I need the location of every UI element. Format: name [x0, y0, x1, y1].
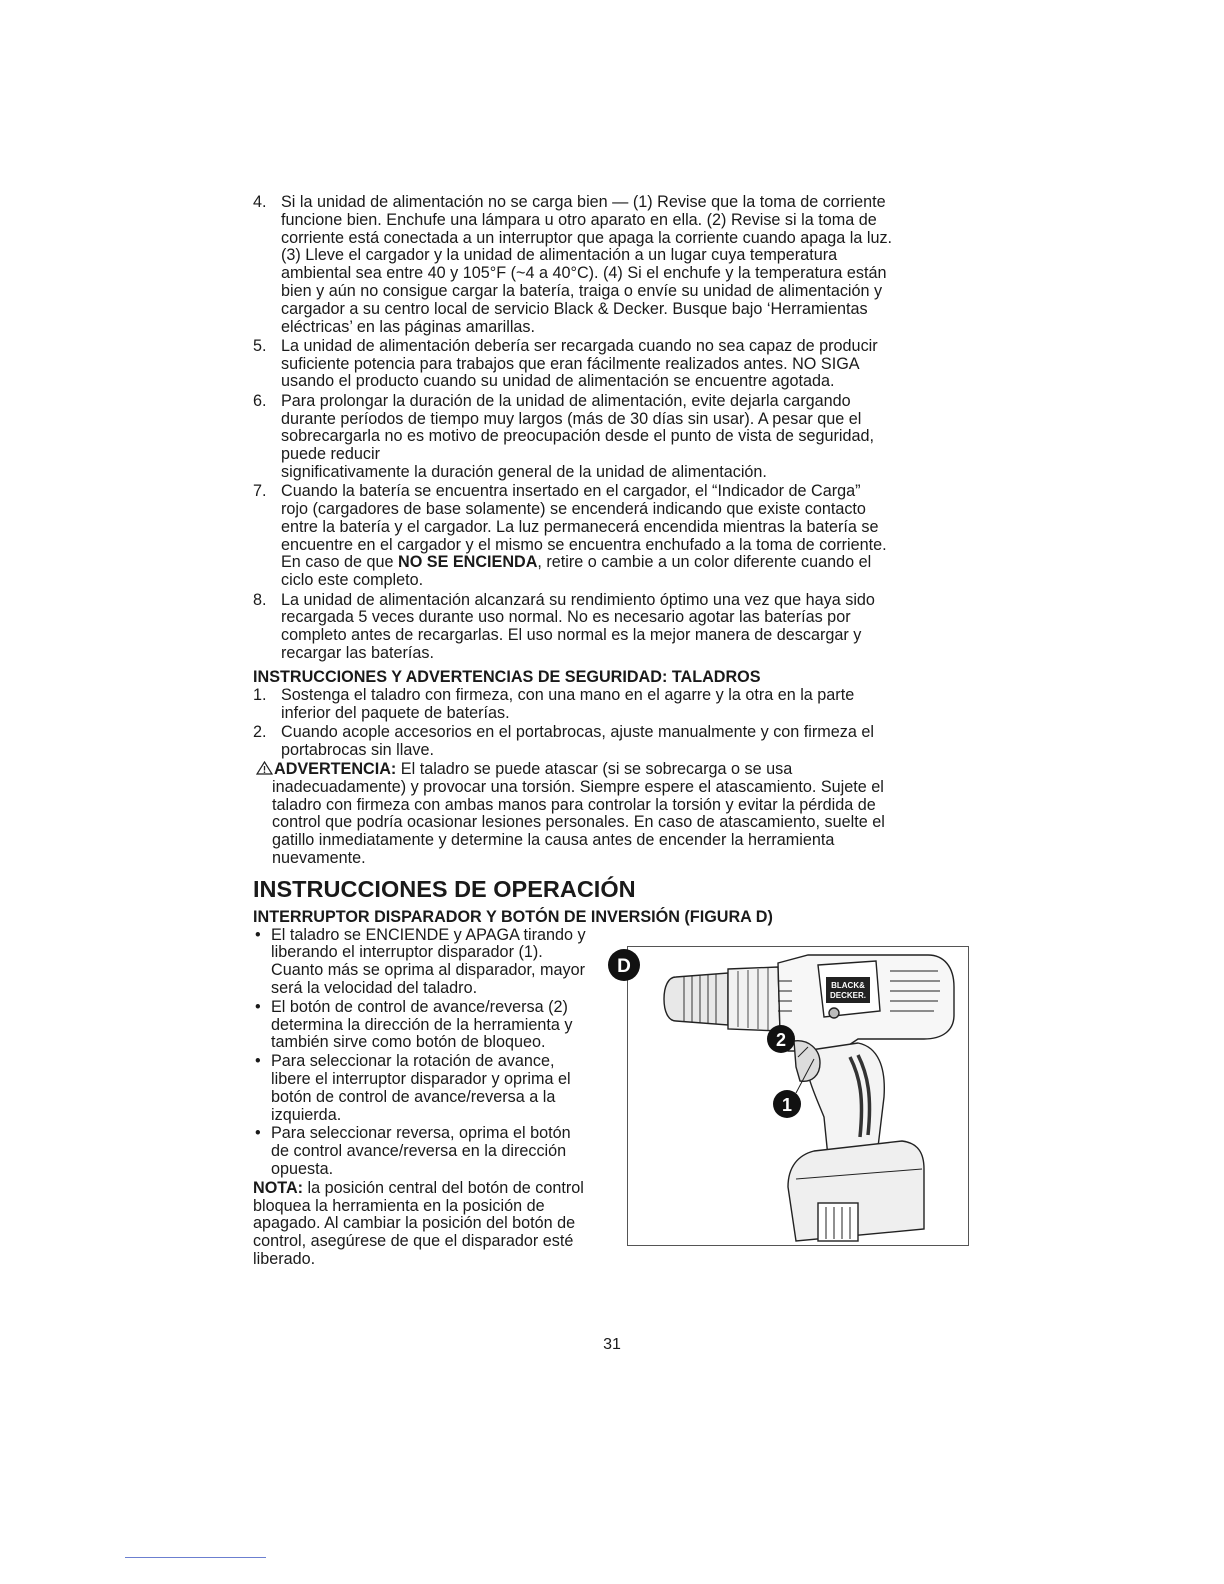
list-item-8 — [253, 592, 973, 663]
list-item-6 — [253, 393, 973, 482]
note-line: apagado. Al cambiar la posición del botón de — [253, 1214, 576, 1233]
item-line-pre: En caso de que — [281, 553, 398, 572]
bullet-line: será la velocidad del taladro. — [271, 979, 478, 998]
bullet-dot: • — [255, 1124, 261, 1143]
safety-item-1 — [253, 687, 973, 723]
item-line: Si la unidad de alimentación no se carga bien — (1) Revise que la toma de corriente — [281, 193, 886, 211]
warning-line: inadecuadamente) y provocar una torsión. Siempre espere el atascamiento. Sujete el — [272, 777, 884, 796]
item-line: corriente está conectada a un interruptor que apaga la corriente cuando apaga la luz. — [281, 228, 893, 247]
warning-first-line: El taladro se puede atascar (si se sobrecarga o se usa — [396, 759, 793, 778]
drill-clutch-collar — [728, 967, 780, 1031]
item-line: recargada 5 veces durante uso normal. No es necesario agotar las baterías por — [281, 608, 851, 627]
bullet-line: liberando el interruptor disparador (1). — [271, 943, 543, 962]
drill-reverse-button — [829, 1008, 839, 1018]
bullet-line: botón de control de avance/reversa a la — [271, 1087, 556, 1106]
footer-rule — [125, 1557, 266, 1558]
item-line: eléctricas’ en las páginas amarillas. — [281, 317, 536, 336]
warning-triangle-icon — [256, 761, 273, 775]
brand-top: BLACK& — [831, 980, 865, 990]
item-line: funcione bien. Enchufe una lámpara u otro aparato en ella. (2) Revise si la toma de — [281, 210, 877, 229]
item-number: 6. — [253, 391, 267, 410]
item-line: encuentre en el cargador y el mismo se encuentra enchufado a la toma de corriente. — [281, 535, 887, 554]
bullet-dot: • — [255, 1052, 261, 1071]
item-number: 5. — [253, 336, 267, 355]
no-se-enciende-emphasis: NO SE ENCIENDA — [398, 553, 538, 572]
note-block — [253, 1180, 628, 1269]
safety-item-2 — [253, 724, 973, 760]
operation-heading: INSTRUCCIONES DE OPERACIÓN — [253, 875, 636, 902]
list-item-7 — [253, 483, 973, 590]
item-line: bien y aún no consigue cargar la batería, traiga o envíe su unidad de alimentación y — [281, 281, 883, 300]
bullet-item-4 — [253, 1125, 628, 1178]
bullet-line: de control avance/reversa en la dirección — [271, 1142, 567, 1161]
item-line: inferior del paquete de baterías. — [281, 703, 510, 722]
warning-block — [256, 761, 973, 868]
item-line: ambiental sea entre 40 y 105°F (~4 a 40°C). (4) Si el enchufe y la temperatura están — [281, 264, 887, 283]
item-line: Cuando acople accesorios en el portabrocas, ajuste manualmente y con firmeza el — [281, 722, 874, 741]
item-number: 2. — [253, 722, 267, 741]
bullet-line: El taladro se ENCIENDE y APAGA tirando y — [271, 925, 586, 944]
item-line: La unidad de alimentación debería ser recargada cuando no sea capaz de producir — [281, 336, 878, 355]
list-item-4 — [253, 194, 973, 336]
page-number: 31 — [603, 1336, 621, 1353]
bullet-item-3 — [253, 1053, 628, 1124]
list-item-5 — [253, 338, 973, 391]
figure-label: D — [617, 955, 631, 977]
bullet-item-2 — [253, 999, 628, 1052]
item-line: recargar las baterías. — [281, 643, 434, 662]
item-line: Sostenga el taladro con firmeza, con una mano en el agarre y la otra en la parte — [281, 685, 855, 704]
item-number: 1. — [253, 685, 267, 704]
safety-heading: INSTRUCCIONES Y ADVERTENCIAS DE SEGURIDAD: TALADROS — [253, 667, 761, 686]
item-line: significativamente la duración general de la unidad de alimentación. — [281, 462, 767, 481]
figure-d-drill — [617, 946, 969, 1246]
bullet-line: Para seleccionar reversa, oprima el botón — [271, 1124, 571, 1143]
trigger-heading: INTERRUPTOR DISPARADOR Y BOTÓN DE INVERSIÓN (FIGURA D) — [253, 907, 773, 926]
drill-illustration — [617, 947, 968, 1245]
note-line: bloquea la herramienta en la posición de — [253, 1196, 545, 1215]
item-line: puede reducir — [281, 445, 380, 464]
item-number: 8. — [253, 590, 267, 609]
bullet-item-1 — [253, 927, 628, 998]
safety-list — [253, 687, 973, 760]
item-line-mixed — [281, 554, 973, 572]
bullet-line: opuesta. — [271, 1160, 334, 1179]
bullet-line: también sirve como botón de bloqueo. — [271, 1033, 546, 1052]
note-line: control, asegúrese de que el disparador esté — [253, 1232, 574, 1251]
warning-line: nuevamente. — [272, 848, 366, 867]
page-content — [253, 194, 973, 1287]
operation-section — [253, 927, 973, 1287]
item-line: La unidad de alimentación alcanzará su rendimiento óptimo una vez que haya sido — [281, 590, 875, 609]
item-line: (3) Lleve el cargador y la unidad de alimentación a un lugar cuya temperatura — [281, 246, 838, 265]
bullet-line: libere el interruptor disparador y oprima el — [271, 1070, 571, 1089]
battery-list — [253, 194, 973, 663]
bullet-line: determina la dirección de la herramienta y — [271, 1015, 573, 1034]
item-line: durante períodos de tiempo muy largos (más de 30 días sin usar). A pesar que el — [281, 409, 862, 428]
warning-label: ADVERTENCIA: — [274, 759, 397, 778]
item-line: Cuando la batería se encuentra insertado en el cargador, el “Indicador de Carga” — [281, 482, 861, 501]
operation-text-column — [253, 927, 628, 1269]
bullet-line: El botón de control de avance/reversa (2) — [271, 997, 568, 1016]
note-line: liberado. — [253, 1250, 316, 1269]
item-line: portabrocas sin llave. — [281, 740, 434, 759]
bullet-line: Cuanto más se oprima al disparador, mayor — [271, 961, 586, 980]
note-label: NOTA: — [253, 1178, 304, 1197]
bullet-dot: • — [255, 925, 261, 944]
drill-chuck — [664, 973, 728, 1025]
callout-1: 1 — [781, 1094, 793, 1115]
bullet-line: Para seleccionar la rotación de avance, — [271, 1052, 555, 1071]
item-line: sobrecargarla no es motivo de preocupación desde el punto de vista de seguridad, — [281, 427, 875, 446]
item-line: usando el producto cuando su unidad de alimentación se encuentre agotada. — [281, 372, 835, 391]
warning-line: gatillo inmediatamente y determine la causa antes de encender la herramienta — [272, 831, 835, 850]
item-number: 7. — [253, 482, 267, 501]
item-line: rojo (cargadores de base solamente) se encenderá indicando que existe contacto — [281, 500, 866, 519]
warning-line: control que podría ocasionar lesiones personales. En caso de atascamiento, suelte el — [272, 813, 885, 832]
item-line: Para prolongar la duración de la unidad de alimentación, evite dejarla cargando — [281, 391, 851, 410]
bullet-line: izquierda. — [271, 1105, 342, 1124]
callout-2: 2 — [775, 1029, 787, 1050]
item-line: completo antes de recargarlas. El uso normal es la mejor manera de descargar y — [281, 626, 862, 645]
item-number: 4. — [253, 193, 267, 211]
bullet-dot: • — [255, 997, 261, 1016]
brand-bottom: DECKER. — [829, 990, 867, 1000]
item-line: cargador a su centro local de servicio Black & Decker. Busque bajo ‘Herramientas — [281, 299, 868, 318]
item-line: entre la batería y el cargador. La luz permanecerá encendida mientras la batería se — [281, 517, 879, 536]
warning-line: taladro con firmeza con ambas manos para controlar la torsión y evitar la pérdida de — [272, 795, 876, 814]
item-line: ciclo este completo. — [281, 571, 424, 590]
item-line-post: , retire o cambie a un color diferente cuando el — [537, 553, 872, 572]
item-line: suficiente potencia para trabajos que eran fácilmente realizados antes. NO SIGA — [281, 354, 860, 373]
note-first-line: la posición central del botón de control — [303, 1178, 584, 1197]
